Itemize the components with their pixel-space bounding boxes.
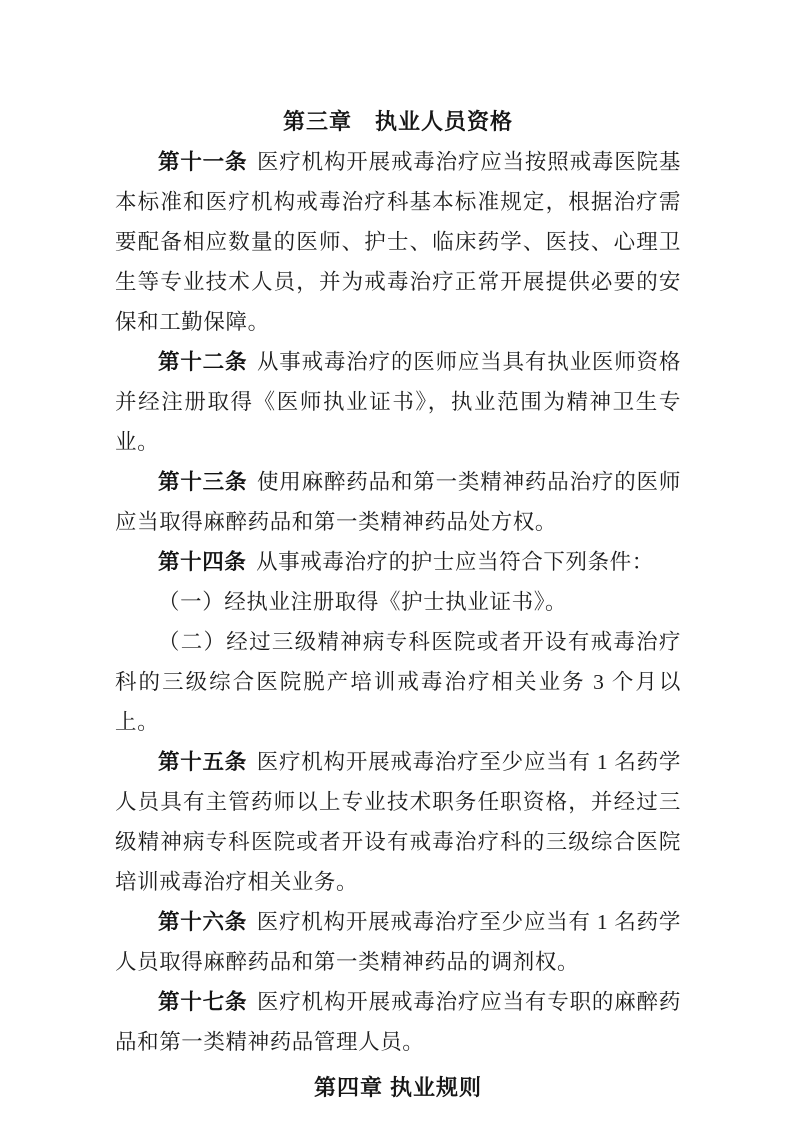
article-14-number: 第十四条 — [158, 550, 247, 574]
article-14-text: 从事戒毒治疗的护士应当符合下列条件： — [256, 550, 654, 574]
article-12-paragraph — [115, 342, 681, 462]
article-17-number: 第十七条 — [158, 990, 248, 1014]
article-16-number: 第十六条 — [158, 910, 248, 934]
article-11-number: 第十一条 — [158, 150, 248, 174]
article-14-item-2-text: （二）经过三级精神病专科医院或者开设有戒毒治疗科的三级综合医院脱产培训戒毒治疗相关业务 3 个月以上。 — [115, 630, 681, 734]
article-14-paragraph — [115, 542, 681, 582]
article-16-text: 医疗机构开展戒毒治疗至少应当有 1 名药学人员取得麻醉药品和第一类精神药品的调剂权。 — [115, 910, 682, 974]
article-15-paragraph — [115, 742, 681, 902]
article-16-paragraph — [115, 902, 681, 982]
article-15-number: 第十五条 — [158, 750, 248, 774]
article-13-number: 第十三条 — [158, 470, 248, 494]
article-14-item-2 — [115, 622, 681, 742]
article-14-item-1-text: （一）经执业注册取得《护士执业证书》。 — [158, 590, 568, 614]
article-17-paragraph — [115, 982, 681, 1062]
article-11-paragraph — [115, 142, 681, 342]
article-13-paragraph — [115, 462, 681, 542]
article-11-text: 医疗机构开展戒毒治疗应当按照戒毒医院基本标准和医疗机构戒毒治疗科基本标准规定，根据治疗需要配备相应数量的医师、护士、临床药学、医技、心理卫生等专业技术人员，并为戒毒治疗正常开展提供必要的安保和工勤保障。 — [115, 150, 681, 334]
article-14-item-1 — [115, 582, 681, 622]
article-12-number: 第十二条 — [158, 350, 248, 374]
article-13-text: 使用麻醉药品和第一类精神药品治疗的医师应当取得麻醉药品和第一类精神药品处方权。 — [115, 470, 681, 534]
article-15-text: 医疗机构开展戒毒治疗至少应当有 1 名药学人员具有主管药师以上专业技术职务任职资格，并经过三级精神病专科医院或者开设有戒毒治疗科的三级综合医院培训戒毒治疗相关业务。 — [115, 750, 682, 894]
article-12-text: 从事戒毒治疗的医师应当具有执业医师资格并经注册取得《医师执业证书》，执业范围为精神卫生专业。 — [115, 350, 681, 454]
article-17-text: 医疗机构开展戒毒治疗应当有专职的麻醉药品和第一类精神药品管理人员。 — [115, 990, 681, 1054]
chapter-heading-4: 第四章 执业规则 — [313, 1075, 483, 1100]
chapter-heading-3: 第三章 执业人员资格 — [282, 109, 513, 134]
